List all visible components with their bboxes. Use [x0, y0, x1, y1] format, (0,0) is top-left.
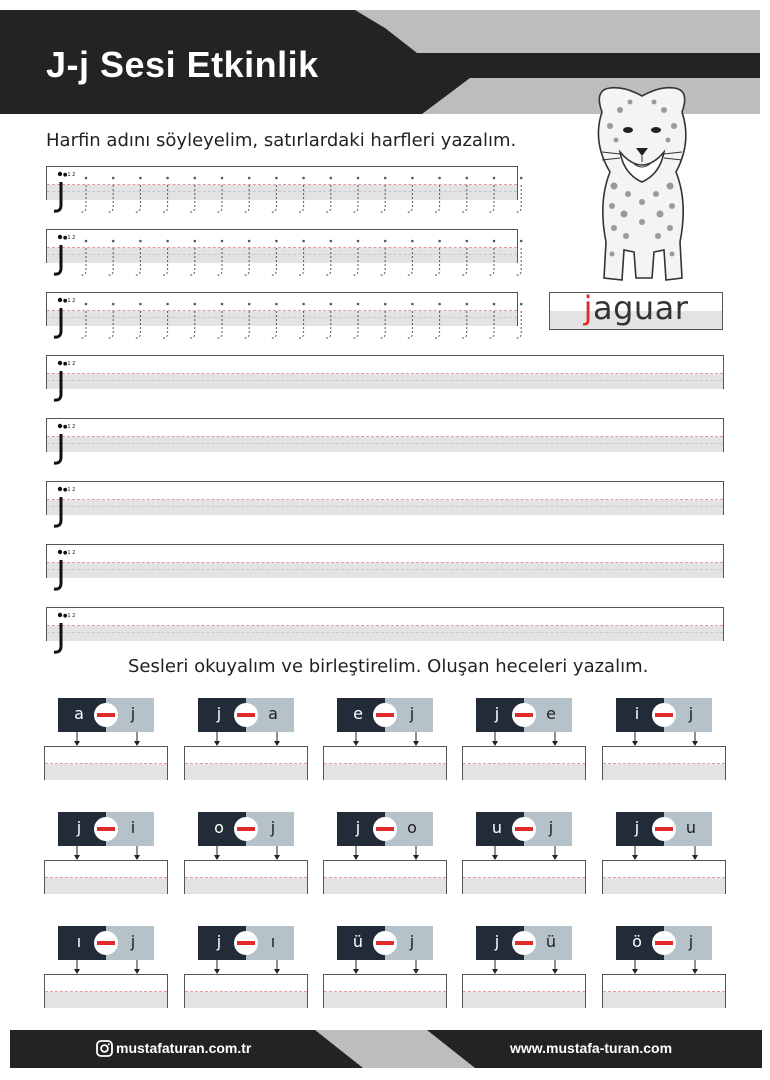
- trace-letter-j: [134, 303, 141, 338]
- left-sound: j: [634, 818, 640, 837]
- syllable-cell: [184, 812, 308, 892]
- connector-red-line: [655, 827, 673, 831]
- down-arrows: [184, 732, 308, 746]
- trace-letter-j: [488, 177, 495, 212]
- puzzle-connector: [234, 817, 258, 841]
- left-sound: ö: [632, 932, 642, 951]
- right-sound: j: [688, 932, 694, 951]
- stroke-number-marks: ●1 2: [63, 424, 76, 430]
- row-band: [47, 500, 723, 515]
- syllable-cell: [323, 812, 447, 892]
- answer-band: [463, 992, 585, 1008]
- trace-letter-j: [189, 303, 196, 338]
- left-sound: j: [355, 818, 361, 837]
- syllable-cell: [323, 698, 447, 778]
- trace-letter-j: [298, 240, 305, 275]
- syllable-answer-box[interactable]: [44, 974, 168, 1008]
- model-letter-j: [50, 230, 76, 278]
- row-band: [47, 563, 723, 578]
- syllable-cell: [462, 926, 586, 1006]
- connector-red-line: [237, 941, 255, 945]
- left-sound: a: [74, 704, 84, 723]
- right-sound: j: [409, 704, 415, 723]
- trace-letter-j: [406, 303, 413, 338]
- writing-row[interactable]: [46, 166, 518, 200]
- left-sound: u: [491, 818, 503, 837]
- answer-band: [603, 764, 725, 780]
- trace-letter-j: [216, 177, 223, 212]
- down-arrows: [602, 846, 726, 860]
- trace-letter-j: [243, 303, 250, 338]
- trace-letter-j: [325, 303, 332, 338]
- left-sound: j: [76, 818, 82, 837]
- answer-band: [45, 764, 167, 780]
- row-guideline: [47, 380, 723, 381]
- syllable-answer-box[interactable]: [44, 860, 168, 894]
- trace-letter-j: [243, 240, 250, 275]
- trace-letter-j: [352, 177, 359, 212]
- picture-word: [550, 289, 722, 327]
- answer-midline: [603, 991, 725, 992]
- left-sound: ü: [352, 932, 364, 951]
- syllable-cell: [462, 812, 586, 892]
- answer-midline: [463, 877, 585, 878]
- model-letter-j: [50, 482, 76, 530]
- trace-letter-j: [107, 303, 114, 338]
- right-sound: j: [270, 818, 276, 837]
- down-arrows: [323, 846, 447, 860]
- left-sound: j: [494, 704, 500, 723]
- writing-row[interactable]: [46, 481, 724, 515]
- right-sound: e: [546, 704, 556, 723]
- trace-letter-j: [515, 240, 522, 275]
- puzzle-connector: [373, 703, 397, 727]
- page-title: J-j Sesi Etkinlik: [46, 44, 319, 85]
- row-midline: [47, 499, 723, 500]
- answer-midline: [45, 763, 167, 764]
- right-sound: u: [685, 818, 697, 837]
- trace-letter-j: [352, 303, 359, 338]
- syllable-answer-box[interactable]: [44, 746, 168, 780]
- jaguar-illustration: [580, 82, 704, 288]
- trace-letter-j: [298, 177, 305, 212]
- trace-letter-j: [216, 303, 223, 338]
- puzzle-connector: [94, 703, 118, 727]
- tracing-instruction: Harfin adını söyleyelim, satırlardaki harfleri yazalım.: [46, 130, 517, 151]
- answer-band: [463, 878, 585, 894]
- answer-midline: [324, 763, 446, 764]
- down-arrows: [602, 960, 726, 974]
- trace-letter-j: [80, 240, 87, 275]
- row-midline: [47, 436, 723, 437]
- right-sound: o: [407, 818, 417, 837]
- down-arrows: [462, 846, 586, 860]
- stroke-number-marks: ●1 2: [63, 298, 76, 304]
- writing-row[interactable]: [46, 292, 518, 326]
- right-sound: j: [130, 932, 136, 951]
- syllable-answer-box[interactable]: [184, 746, 308, 780]
- down-arrows: [323, 960, 447, 974]
- answer-band: [463, 764, 585, 780]
- answer-band: [185, 764, 307, 780]
- syllable-answer-box[interactable]: [462, 860, 586, 894]
- trace-letter-j: [270, 240, 277, 275]
- syllable-cell: [602, 812, 726, 892]
- syllable-cell: [323, 926, 447, 1006]
- row-midline: [47, 625, 723, 626]
- trace-letter-j: [80, 303, 87, 338]
- trace-letter-j: [162, 240, 169, 275]
- puzzle-connector: [652, 931, 676, 955]
- down-arrows: [184, 846, 308, 860]
- trace-letter-j: [107, 240, 114, 275]
- traced-letters: [72, 173, 532, 217]
- answer-band: [185, 992, 307, 1008]
- down-arrows: [323, 732, 447, 746]
- right-sound: j: [688, 704, 694, 723]
- trace-letter-j: [270, 177, 277, 212]
- answer-midline: [185, 877, 307, 878]
- answer-band: [603, 878, 725, 894]
- puzzle-connector: [512, 931, 536, 955]
- left-sound: ı: [76, 932, 82, 951]
- writing-row[interactable]: [46, 418, 724, 452]
- trace-letter-j: [461, 303, 468, 338]
- puzzle-connector: [234, 931, 258, 955]
- row-guideline: [47, 443, 723, 444]
- trace-letter-j: [162, 177, 169, 212]
- connector-red-line: [655, 941, 673, 945]
- row-midline: [47, 373, 723, 374]
- traced-letters: [72, 236, 532, 280]
- right-sound: j: [548, 818, 554, 837]
- model-letter-j: [50, 419, 76, 467]
- trace-letter-j: [298, 303, 305, 338]
- answer-band: [45, 878, 167, 894]
- writing-row[interactable]: [46, 355, 724, 389]
- syllable-instruction: Sesleri okuyalım ve birleştirelim. Oluşan heceleri yazalım.: [128, 656, 649, 677]
- puzzle-connector: [512, 817, 536, 841]
- row-band: [47, 437, 723, 452]
- answer-midline: [603, 877, 725, 878]
- puzzle-connector: [94, 817, 118, 841]
- right-sound: a: [268, 704, 278, 723]
- answer-band: [45, 992, 167, 1008]
- trace-letter-j: [379, 240, 386, 275]
- trace-letter-j: [134, 177, 141, 212]
- trace-letter-j: [461, 177, 468, 212]
- trace-letter-j: [515, 177, 522, 212]
- right-sound: ı: [270, 932, 276, 951]
- stroke-number-marks: ●1 2: [63, 235, 76, 241]
- word-rest: aguar: [592, 289, 689, 327]
- connector-red-line: [515, 941, 533, 945]
- down-arrows: [462, 732, 586, 746]
- connector-red-line: [97, 713, 115, 717]
- syllable-answer-box[interactable]: [602, 860, 726, 894]
- answer-band: [324, 764, 446, 780]
- trace-letter-j: [325, 177, 332, 212]
- stroke-number-marks: ●1 2: [63, 172, 76, 178]
- picture-word-box: [549, 289, 723, 330]
- connector-red-line: [655, 713, 673, 717]
- trace-letter-j: [107, 177, 114, 212]
- puzzle-connector: [373, 817, 397, 841]
- trace-letter-j: [352, 240, 359, 275]
- syllable-cell: [184, 698, 308, 778]
- connector-red-line: [515, 827, 533, 831]
- down-arrows: [44, 732, 168, 746]
- trace-letter-j: [406, 177, 413, 212]
- trace-letter-j: [134, 240, 141, 275]
- answer-midline: [603, 763, 725, 764]
- trace-letter-j: [80, 177, 87, 212]
- right-sound: j: [409, 932, 415, 951]
- connector-red-line: [376, 941, 394, 945]
- trace-letter-j: [488, 303, 495, 338]
- down-arrows: [602, 732, 726, 746]
- connector-red-line: [515, 713, 533, 717]
- answer-midline: [463, 763, 585, 764]
- trace-letter-j: [434, 177, 441, 212]
- left-sound: j: [494, 932, 500, 951]
- syllable-answer-box[interactable]: [184, 974, 308, 1008]
- answer-midline: [324, 877, 446, 878]
- word-first-letter: j: [583, 289, 593, 327]
- trace-letter-j: [461, 240, 468, 275]
- footer-website[interactable]: www.mustafa-turan.com: [510, 1040, 673, 1056]
- model-letter-j: [50, 167, 76, 215]
- trace-letter-j: [216, 240, 223, 275]
- writing-row[interactable]: [46, 607, 724, 641]
- instagram-icon: [96, 1040, 113, 1057]
- syllable-answer-box[interactable]: [323, 860, 447, 894]
- answer-band: [324, 878, 446, 894]
- connector-red-line: [237, 713, 255, 717]
- syllable-answer-box[interactable]: [323, 974, 447, 1008]
- syllable-cell: [44, 812, 168, 892]
- writing-row[interactable]: [46, 544, 724, 578]
- trace-letter-j: [515, 303, 522, 338]
- puzzle-connector: [373, 931, 397, 955]
- connector-red-line: [97, 941, 115, 945]
- answer-band: [603, 992, 725, 1008]
- row-guideline: [47, 632, 723, 633]
- answer-band: [185, 878, 307, 894]
- trace-letter-j: [243, 177, 250, 212]
- stroke-number-marks: ●1 2: [63, 613, 76, 619]
- row-guideline: [47, 506, 723, 507]
- writing-row[interactable]: [46, 229, 518, 263]
- left-sound: j: [216, 704, 222, 723]
- trace-letter-j: [325, 240, 332, 275]
- answer-band: [324, 992, 446, 1008]
- right-sound: j: [130, 704, 136, 723]
- model-letter-j: [50, 545, 76, 593]
- down-arrows: [44, 846, 168, 860]
- trace-letter-j: [189, 240, 196, 275]
- trace-letter-j: [379, 177, 386, 212]
- syllable-answer-box[interactable]: [462, 746, 586, 780]
- down-arrows: [44, 960, 168, 974]
- footer-instagram[interactable]: mustafaturan.com.tr: [116, 1040, 252, 1056]
- down-arrows: [462, 960, 586, 974]
- stroke-number-marks: ●1 2: [63, 550, 76, 556]
- connector-red-line: [376, 713, 394, 717]
- syllable-cell: [184, 926, 308, 1006]
- stroke-number-marks: ●1 2: [63, 361, 76, 367]
- answer-midline: [185, 763, 307, 764]
- syllable-cell: [462, 698, 586, 778]
- puzzle-connector: [652, 817, 676, 841]
- syllable-answer-box[interactable]: [602, 974, 726, 1008]
- row-band: [47, 374, 723, 389]
- connector-red-line: [376, 827, 394, 831]
- trace-letter-j: [488, 240, 495, 275]
- left-sound: j: [216, 932, 222, 951]
- syllable-answer-box[interactable]: [323, 746, 447, 780]
- puzzle-connector: [652, 703, 676, 727]
- model-letter-j: [50, 608, 76, 656]
- left-sound: i: [634, 704, 640, 723]
- answer-midline: [45, 991, 167, 992]
- syllable-answer-box[interactable]: [462, 974, 586, 1008]
- row-band: [47, 626, 723, 641]
- syllable-cell: [44, 926, 168, 1006]
- traced-letters: [72, 299, 532, 343]
- left-sound: e: [353, 704, 363, 723]
- connector-red-line: [237, 827, 255, 831]
- trace-letter-j: [162, 303, 169, 338]
- answer-midline: [185, 991, 307, 992]
- model-letter-j: [50, 356, 76, 404]
- syllable-cell: [602, 698, 726, 778]
- left-sound: o: [214, 818, 224, 837]
- connector-red-line: [97, 827, 115, 831]
- answer-midline: [45, 877, 167, 878]
- right-sound: i: [130, 818, 136, 837]
- trace-letter-j: [270, 303, 277, 338]
- model-letter-j: [50, 293, 76, 341]
- row-guideline: [47, 569, 723, 570]
- trace-letter-j: [379, 303, 386, 338]
- syllable-answer-box[interactable]: [184, 860, 308, 894]
- down-arrows: [184, 960, 308, 974]
- trace-letter-j: [434, 240, 441, 275]
- syllable-answer-box[interactable]: [602, 746, 726, 780]
- syllable-cell: [44, 698, 168, 778]
- puzzle-connector: [512, 703, 536, 727]
- row-midline: [47, 562, 723, 563]
- answer-midline: [463, 991, 585, 992]
- trace-letter-j: [406, 240, 413, 275]
- puzzle-connector: [234, 703, 258, 727]
- right-sound: ü: [545, 932, 557, 951]
- stroke-number-marks: ●1 2: [63, 487, 76, 493]
- puzzle-connector: [94, 931, 118, 955]
- trace-letter-j: [434, 303, 441, 338]
- answer-midline: [324, 991, 446, 992]
- syllable-cell: [602, 926, 726, 1006]
- trace-letter-j: [189, 177, 196, 212]
